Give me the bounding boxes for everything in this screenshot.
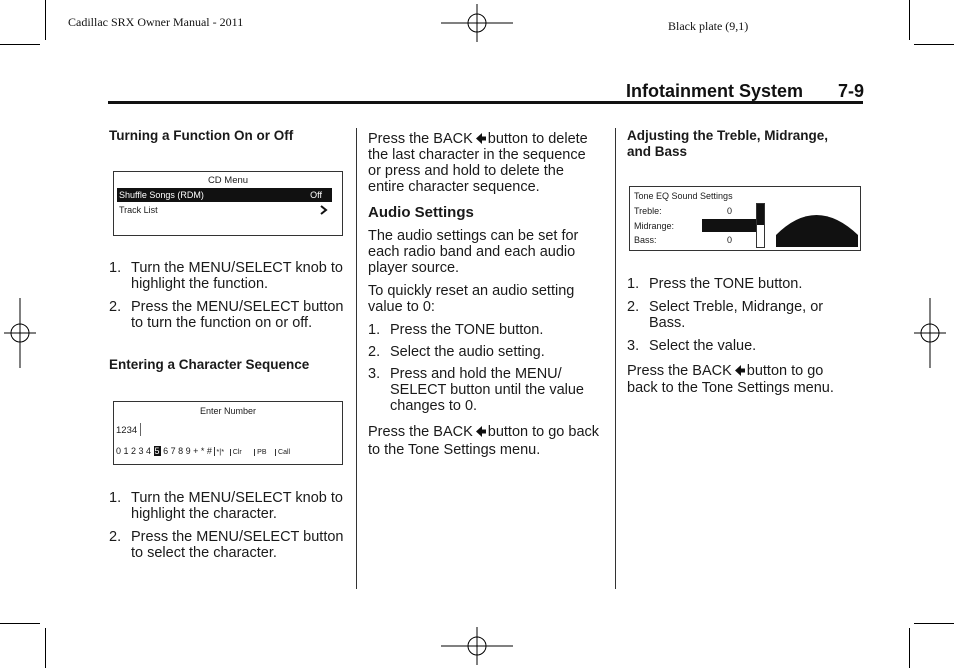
shuffle-songs-row[interactable] [117,188,332,202]
back-delete-paragraph [368,131,600,195]
step-number: 2. [109,299,122,315]
chevron-right-icon [320,205,328,215]
heading-turning-function: Turning a Function On or Off [109,128,294,143]
crop-mark [914,44,954,45]
eq-curve-graphic [776,205,858,247]
back-tone-paragraph-2 [627,363,852,397]
crop-mark [0,623,40,624]
selected-character[interactable]: 5 [154,446,160,456]
manual-title: Cadillac SRX Owner Manual - 2011 [68,15,244,29]
midrange-label: Midrange: [634,221,675,231]
track-list-label: Track List [119,205,158,215]
column-divider [615,128,616,589]
text: Press the BACK [368,424,473,440]
entering-steps-list [109,490,349,561]
text: button to delete the last character in the sequence or press and hold to delete the entire character sequence. [368,131,588,195]
crop-mark [45,0,46,40]
step-number: 3. [368,366,381,382]
registration-mark-icon [441,627,513,665]
cd-menu-screen [113,171,343,236]
heading-audio-settings: Audio Settings [368,204,474,221]
step-number: 2. [109,529,122,545]
treble-steps-list [627,276,852,354]
text: button to go back to the Tone Settings menu. [368,424,600,458]
text: Press the BACK [368,131,473,147]
step-number: 1. [627,276,640,292]
reset-paragraph: To quickly reset an audio setting value to 0: [368,283,575,315]
treble-row[interactable] [634,205,758,218]
step-number: 1. [368,322,381,338]
step-text: Select the value. [649,338,757,354]
page-number: 7-9 [838,81,865,101]
list-item [109,529,349,561]
text: button to go back to the Tone Settings menu. [627,363,834,396]
crop-mark [909,0,910,40]
step-number: 1. [109,260,122,276]
step-text: Select Treble, Midrange, or Bass. [649,299,824,331]
phonebook-key[interactable]: PB [254,449,266,456]
bass-value: 0 [727,235,733,245]
step-text: Press the MENU/SELECT button to select the character. [131,529,344,561]
crop-mark [45,628,46,668]
shuffle-songs-label: Shuffle Songs (RDM) [119,190,204,200]
step-text: Press the MENU/SELECT button to turn the function on or off. [131,299,344,331]
level-slider-fill [757,204,764,225]
step-number: 1. [109,490,122,506]
section-title: Infotainment System [626,81,804,101]
tone-eq-title: Tone EQ Sound Settings [634,191,733,201]
entering-heading-wrap [109,357,349,373]
list-item [109,260,349,292]
turning-steps-list [109,260,349,331]
registration-mark-icon [4,298,36,368]
list-item [109,490,349,522]
column-2 [368,131,600,459]
enter-number-screen [113,401,343,465]
step-text: Press the TONE button. [649,276,803,292]
track-list-row[interactable] [117,203,332,217]
step-text: Turn the MENU/SELECT knob to highlight the character. [131,490,343,522]
midrange-row[interactable] [632,219,762,232]
bass-label: Bass: [634,235,657,245]
step-text: Press and hold the MENU/ SELECT button until the value changes to 0. [390,366,584,414]
backspace-key[interactable]: *|* [216,447,225,456]
characters-before: 0 1 2 3 4 [116,446,152,456]
header-rule [108,101,863,104]
treble-label: Treble: [634,206,662,216]
shuffle-songs-value: Off [310,190,322,200]
call-key[interactable]: Call [275,449,290,456]
characters-after: 6 7 8 9 + * # [163,446,212,456]
level-slider[interactable] [756,203,765,248]
treble-value: 0 [727,206,733,216]
step-text: Press the TONE button. [390,322,544,338]
crop-mark [0,44,40,45]
step-number: 2. [368,344,381,360]
text-cursor [140,423,141,436]
clear-key[interactable]: Clr [230,449,242,456]
registration-mark-icon [441,4,513,42]
cd-menu-title: CD Menu [207,175,249,186]
registration-mark-icon [914,298,946,368]
back-arrow-icon [476,426,486,437]
character-row[interactable] [116,445,290,459]
entering-steps [109,490,349,561]
step-number: 3. [627,338,640,354]
list-item [109,299,349,331]
back-arrow-icon [476,133,486,144]
list-item [368,344,600,360]
audio-paragraph: The audio settings can be set for each radio band and each audio player source. [368,228,579,276]
midrange-selected-bar [702,219,760,232]
column-1 [109,128,349,144]
enter-number-title: Enter Number [199,406,257,416]
back-tone-paragraph [368,423,600,459]
list-item [627,276,852,292]
crop-mark [914,623,954,624]
entered-value: 1234 [116,425,138,436]
list-item [368,366,600,414]
tone-eq-screen [629,186,861,251]
reset-steps-list [368,322,600,414]
step-text: Select the audio setting. [390,344,545,360]
plate-label: Black plate (9,1) [668,19,749,33]
bass-row[interactable] [634,234,758,247]
column-3 [627,128,852,160]
treble-steps [627,276,852,397]
heading-entering-sequence: Entering a Character Sequence [109,357,310,372]
heading-treble-midrange-bass: Adjusting the Treble, Midrange, and Bass [627,128,829,159]
text: Press the BACK [627,363,732,379]
step-number: 2. [627,299,640,315]
list-item [627,338,852,354]
list-item [627,299,852,331]
back-arrow-icon [735,365,745,376]
column-divider [356,128,357,589]
crop-mark [909,628,910,668]
turning-steps [109,260,349,331]
entered-value-field[interactable] [116,423,141,437]
list-item [368,322,600,338]
step-text: Turn the MENU/SELECT knob to highlight the function. [131,260,343,292]
